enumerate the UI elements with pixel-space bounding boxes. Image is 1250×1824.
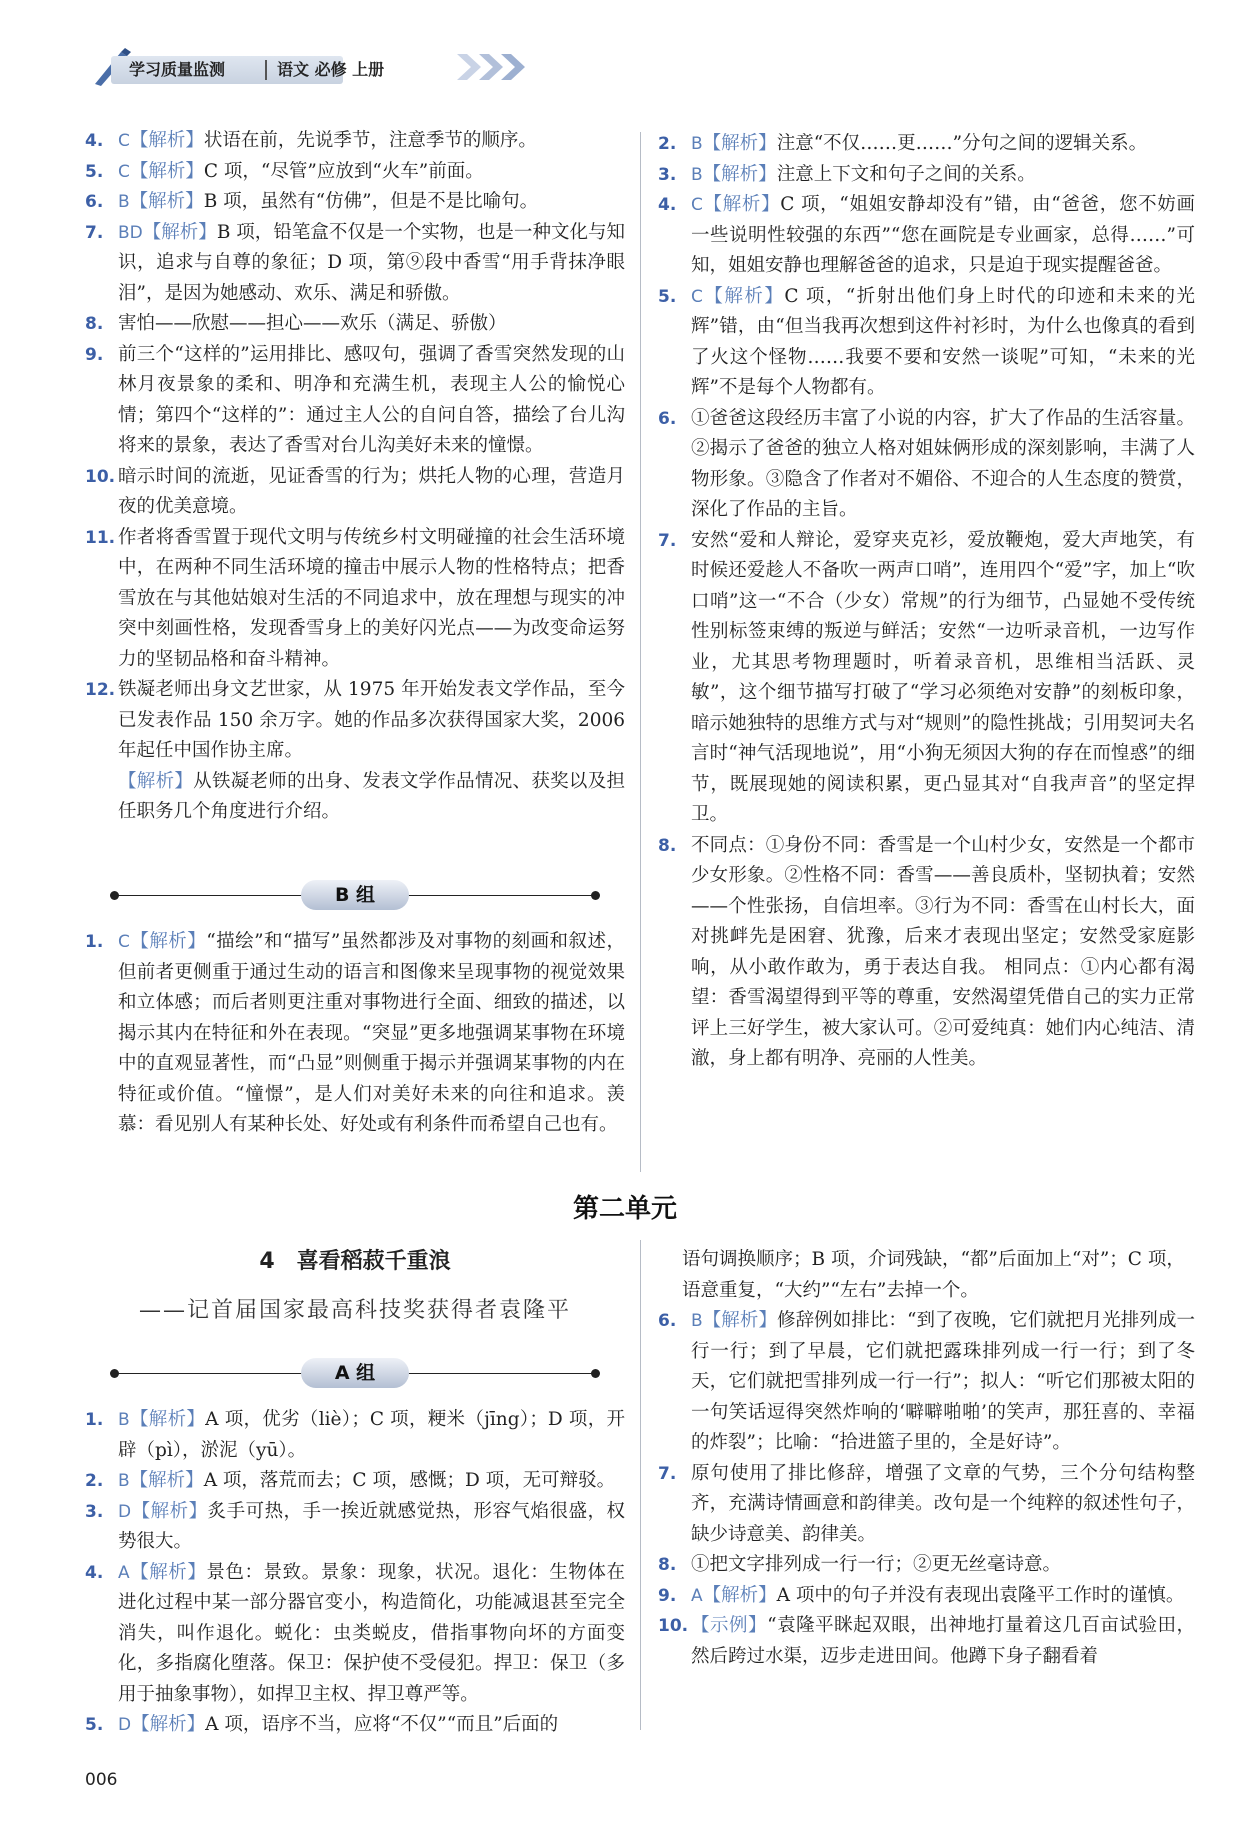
answer-text: B 项，虽然有“仿佛”，但是不是比喻句。 [203, 191, 539, 212]
analysis-tag: 【解析】 [129, 130, 204, 151]
answer-item [85, 675, 625, 828]
answer-letter: B [118, 1471, 130, 1491]
answer-text: 修辞例如排比：“到了夜晚，它们就把月光排列成一行一行；到了早晨，它们就把露珠排列成一行一行；到了冬天，它们就把雪排列成一行一行”；拟人：“听它们那被太阳的一句笑话逗得突然炸响的‘噼噼啪啪’的笑声，那狂喜的、幸福的炸裂”；比喻：“拾进篮子里的，全是好诗”。 [691, 1310, 1195, 1453]
question-number: 7. [85, 222, 104, 243]
left-answers-top [85, 126, 625, 828]
answer-text: 状语在前，先说季节，注意季节的顺序。 [203, 130, 537, 151]
right-answers-bottom [658, 1245, 1195, 1672]
answer-item [85, 462, 625, 523]
answer-item [85, 157, 625, 188]
question-number: 9. [658, 1585, 677, 1606]
question-number: 10. [85, 466, 116, 487]
answer-item [658, 129, 1195, 160]
header-subtitle: 语文 必修 上册 [277, 60, 385, 79]
answer-item [85, 1405, 625, 1466]
answer-text: 不同点：①身份不同：香雪是一个山村少女，安然是一个都市少女形象。②性格不同：香雪——善良质朴，坚韧执着；安然——个性张扬，自信坦率。③行为不同：香雪在山村长大，面对挑衅先是困窘、犹豫，后来才表现出坚定；安然受家庭影响，从小敢作敢为，勇于表达自我。 相同点：①内心都有渴望：香雪渴望得到平等的尊重，安然渴望凭借自己的实力正常评上三好学生，被大家认可。②可爱纯真：她们内心纯洁、清澈，身上都有明净、亮丽的人性美。 [691, 834, 1195, 1069]
answer-item [658, 160, 1195, 191]
answer-item [85, 927, 625, 1141]
answer-letter: B [691, 164, 703, 185]
question-number: 5. [85, 1715, 104, 1735]
question-number: 11. [85, 527, 116, 548]
question-number: 5. [85, 161, 104, 182]
analysis-tag: 【解析】 [702, 285, 785, 307]
question-number: 7. [658, 1463, 677, 1484]
answer-text: C 项，“折射出他们身上时代的印迹和未来的光辉”错，由“但当我再次想到这件衬衫时，为什么也像真的看到了火这个怪物……我要不要和安然一谈呢”可知，“未来的光辉”不是每个人物都有。 [691, 285, 1195, 398]
answer-text: 害怕——欣慰——担心——欢乐（满足、骄傲） [118, 313, 507, 334]
question-number: 6. [658, 408, 677, 429]
answer-letter: BD [118, 222, 143, 243]
analysis-tag: 【解析】 [129, 1409, 206, 1430]
answer-item [658, 1550, 1195, 1581]
answer-letter: C [118, 932, 130, 952]
analysis-tag: 【解析】 [129, 191, 204, 212]
answer-item [658, 831, 1195, 1075]
answer-item [658, 282, 1195, 404]
answer-letter: B [691, 1311, 703, 1331]
question-number: 12. [85, 680, 116, 700]
question-number: 2. [658, 134, 677, 154]
group-a-label: A 组 [301, 1358, 409, 1388]
answer-item [658, 1306, 1195, 1459]
question-number: 3. [658, 164, 677, 185]
answer-text: A 项，落荒而去；C 项，感慨；D 项，无可辩驳。 [203, 1470, 616, 1491]
answer-text: A 项，优劣（liè）；C 项，粳米（jīng）；D 项，开辟（pì），淤泥（yū）。 [118, 1409, 625, 1461]
answer-item [85, 340, 625, 462]
question-number: 8. [658, 835, 677, 856]
answer-item [658, 1581, 1195, 1612]
answer-letter: C [691, 195, 703, 215]
header-separator [265, 60, 267, 80]
answer-text: “描绘”和“描写”虽然都涉及对事物的刻画和叙述，但前者更侧重于通过生动的语言和图像来呈现事物的视觉效果和立体感；而后者则更注重对事物进行全面、细致的描述，以揭示其内在特征和外在表现。“突显”更多地强调某事物在环境中的直观显著性，而“凸显”则侧重于揭示并强调某事物的内在特征或价值。“憧憬”，是人们对美好未来的向往和追求。羡慕：看见别人有某种长处、好处或有利条件而希望自己也有。 [118, 931, 625, 1135]
analysis-tag: 【解析】 [702, 133, 777, 154]
answer-text: ①把文字排列成一行一行；②更无丝毫诗意。 [691, 1554, 1062, 1575]
answer-letter: C [691, 286, 703, 307]
answer-item [658, 404, 1195, 526]
question-number: 5. [658, 286, 677, 307]
answer-text: A 项中的句子并没有表现出袁隆平工作时的谨慎。 [776, 1584, 1185, 1606]
question-number: 6. [85, 192, 104, 212]
answer-text: 前三个“这样的”运用排比、感叹句，强调了香雪突然发现的山林月夜景象的柔和、明净和充满生机，表现主人公的愉悦心情；第四个“这样的”：通过主人公的自问自答，描绘了台儿沟将来的景象，表达了香雪对台儿沟美好未来的憧憬。 [118, 343, 625, 456]
question-number: 2. [85, 1471, 104, 1491]
analysis-tag: 【解析】 [129, 931, 207, 952]
analysis-tag: 【示例】 [691, 1615, 768, 1636]
group-b-label: B 组 [301, 880, 409, 910]
group-b-banner [110, 880, 600, 910]
answer-item [658, 1611, 1195, 1672]
unit-title: 第二单元 [572, 1194, 677, 1224]
question-number: 8. [658, 1555, 677, 1575]
answer-text: A 项，语序不当，应将“不仅”“而且”后面的 [205, 1714, 559, 1735]
question-number: 8. [85, 314, 104, 334]
column-divider-top [640, 132, 641, 1172]
analysis-tag: 【解析】 [702, 194, 781, 215]
answer-item [85, 187, 625, 218]
question-number: 4. [85, 1562, 104, 1583]
answer-item [85, 523, 625, 676]
answer-text: B 项，铅笔盒不仅是一个实物，也是一种文化与知识，追求与自尊的象征；D 项，第⑨段中香雪“用手背抹净眼泪”，是因为她感动、欢乐、满足和骄傲。 [118, 221, 625, 304]
question-number: 4. [85, 131, 104, 151]
question-number: 3. [85, 1501, 104, 1522]
analysis-tag: 【解析】 [702, 163, 777, 185]
answer-letter: D [118, 1501, 132, 1522]
answer-text: 注意“不仅……更……”分句之间的逻辑关系。 [776, 133, 1148, 154]
answer-text: 铁凝老师出身文艺世家，从 1975 年开始发表文学作品，至今已发表作品 150 余万字。她的作品多次获得国家大奖，2006 年起任中国作协主席。 [118, 679, 625, 761]
analysis-note [118, 767, 625, 828]
answer-letter: B [691, 134, 703, 154]
answer-letter: B [118, 1410, 130, 1430]
left-answers-bottom [85, 1405, 625, 1741]
answer-text: C 项，“尽管”应放到“火车”前面。 [203, 160, 484, 182]
answer-text: 注意上下文和句子之间的关系。 [776, 163, 1036, 185]
question-number: 6. [658, 1311, 677, 1331]
question-number: 1. [85, 1410, 104, 1430]
answer-item [85, 1497, 625, 1558]
answer-text: 原句使用了排比修辞，增强了文章的气势，三个分句结构整齐，充满诗情画意和韵律美。改句是一个纯粹的叙述性句子，缺少诗意美、韵律美。 [691, 1462, 1195, 1545]
answer-item [658, 526, 1195, 831]
analysis-tag: 【解析】 [131, 1714, 206, 1735]
answer-text: 炙手可热，手一挨近就感觉热，形容气焰很盛，权势很大。 [118, 1500, 625, 1552]
analysis-tag: 【解析】 [142, 221, 217, 243]
answer-text: 暗示时间的流逝，见证香雪的行为；烘托人物的心理，营造月夜的优美意境。 [118, 465, 625, 517]
answer-letter: A [691, 1585, 703, 1606]
question-number: 4. [658, 195, 677, 215]
answer-text: 作者将香雪置于现代文明与传统乡村文明碰撞的社会生活环境中，在两种不同生活环境的撞击中展示人物的性格特点；把香雪放在与其他姑娘对生活的不同追求中，放在理想与现实的冲突中刻画性格，发现香雪身上的美好闪光点——为改变命运努力的坚韧品格和奋斗精神。 [118, 526, 625, 670]
question-number: 1. [85, 932, 104, 952]
question-number: 10. [658, 1616, 689, 1636]
answer-text: 安然“爱和人辩论，爱穿夹克衫，爱放鞭炮，爱大声地笑，有时候还爱趁人不备吹一两声口哨”，连用四个“爱”字，加上“吹口哨”这一“不合（少女）常规”的行为细节，凸显她不受传统性别标签束缚的叛逆与鲜活；安然“一边听录音机，一边写作业，尤其思考物理题时，听着录音机，思维相当活跃、灵敏”，这个细节描写打破了“学习必须绝对安静”的刻板印象，暗示她独特的思维方式与对“规则”的隐性挑战；引用契诃夫名言时“神气活现地说”，用“小狗无须因大狗的存在而惶惑”的细节，既展现她的阅读积累，更凸显其对“自我声音”的坚定捍卫。 [691, 529, 1195, 825]
analysis-text: 从铁凝老师的出身、发表文学作品情况、获奖以及担任职务几个角度进行介绍。 [118, 770, 625, 822]
answer-text: C 项，“姐姐安静却没有”错，由“爸爸，您不妨画一些说明性较强的东西”“您在画院是专业画家，总得……”可知，姐姐安静也理解爸爸的追求，只是迫于现实提醒爸爸。 [691, 194, 1195, 276]
answer-item [85, 1558, 625, 1711]
right-answers-top [658, 129, 1195, 1075]
continuation-text: 语句调换顺序；B 项，介词残缺，“都”后面加上“对”；C 项，语意重复，“大约”“左右”去掉一个。 [682, 1249, 1185, 1301]
analysis-tag: 【解析】 [702, 1584, 777, 1606]
column-divider-bottom [640, 1240, 641, 1730]
question-number: 9. [85, 344, 104, 365]
answer-letter: D [118, 1715, 132, 1735]
answer-letter: B [118, 192, 130, 212]
lesson-title: 4 喜看稻菽千重浪 [259, 1249, 451, 1274]
group-a-banner [110, 1358, 600, 1388]
page-number: 006 [85, 1770, 118, 1790]
answer-item [658, 190, 1195, 282]
page-header [85, 46, 545, 86]
answer-item [85, 1466, 625, 1497]
left-answers-group-b [85, 927, 625, 1141]
analysis-tag: 【解析】 [118, 770, 194, 792]
answer-letter: A [118, 1562, 130, 1583]
answer-text: 景色：景致。景象：现象，状况。退化：生物体在进化过程中某一部分器官变小，构造简化，功能减退甚至完全消失，叫作退化。蜕化：虫类蜕皮，借指事物向坏的方面变化，多指腐化堕落。保卫：保护使不受侵犯。捍卫：保卫（多用于抽象事物），如捍卫主权、捍卫尊严等。 [118, 1561, 625, 1705]
answer-item [85, 309, 625, 340]
answer-item [658, 1459, 1195, 1551]
answer-item [85, 126, 625, 157]
analysis-tag: 【解析】 [702, 1310, 778, 1331]
lesson-subtitle: ——记首届国家最高科技奖获得者袁隆平 [138, 1298, 571, 1323]
analysis-tag: 【解析】 [129, 160, 204, 182]
answer-text: ①爸爸这段经历丰富了小说的内容，扩大了作品的生活容量。②揭示了爸爸的独立人格对姐妹俩形成的深刻影响，丰满了人物形象。③隐含了作者对不媚俗、不迎合的人生态度的赞赏，深化了作品的主旨。 [691, 407, 1195, 520]
chevrons-icon [457, 50, 547, 84]
answer-letter: C [118, 131, 130, 151]
answer-item [85, 218, 625, 310]
analysis-tag: 【解析】 [131, 1500, 208, 1522]
analysis-tag: 【解析】 [129, 1470, 204, 1491]
question-number: 7. [658, 530, 677, 551]
answer-item [85, 1710, 625, 1741]
answer-letter: C [118, 161, 130, 182]
header-title: 学习质量监测 [129, 60, 226, 79]
answer-text: “袁隆平眯起双眼，出神地打量着这几百亩试验田，然后跨过水渠，迈步走进田间。他蹲下身子翻看着 [691, 1615, 1195, 1667]
analysis-tag: 【解析】 [129, 1561, 207, 1583]
